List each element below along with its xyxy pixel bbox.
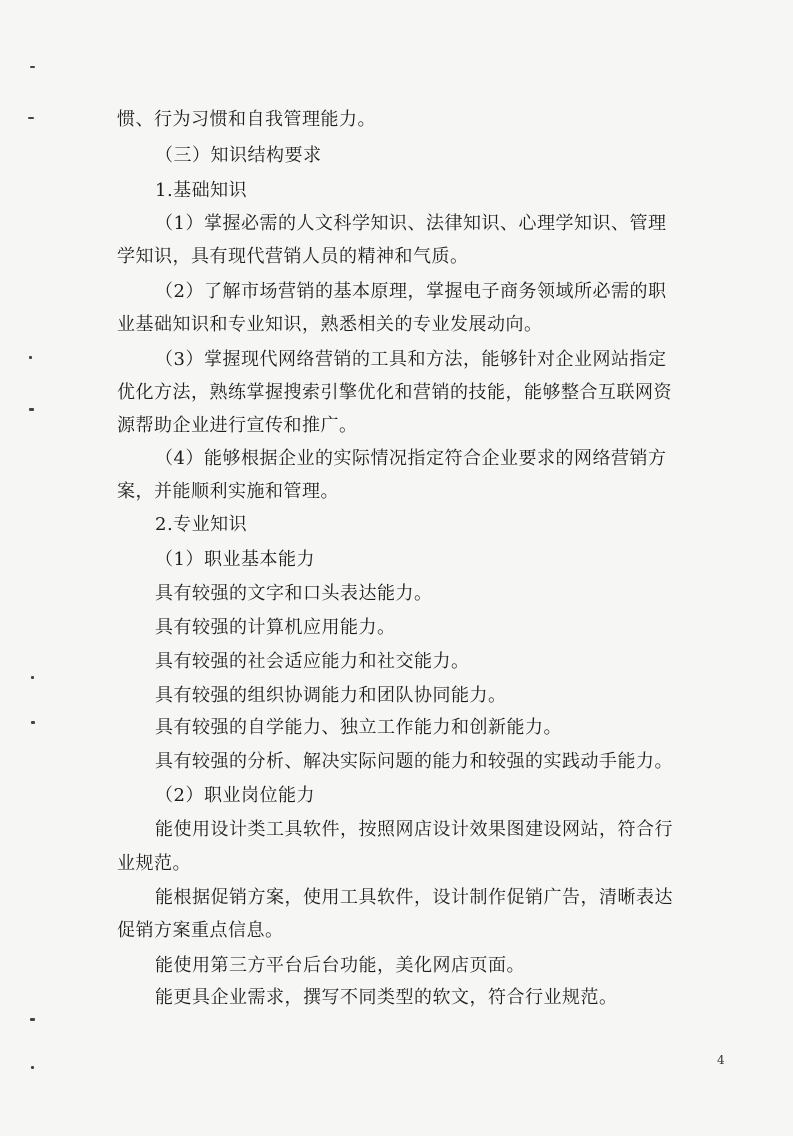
subsection-heading: （2）职业岗位能力 [155, 785, 315, 806]
list-item: 具有较强的计算机应用能力。 [155, 617, 396, 638]
list-item: 具有较强的文字和口头表达能力。 [155, 583, 433, 604]
paragraph-line: 源帮助企业进行宣传和推广。 [117, 415, 358, 436]
scan-speck [29, 356, 32, 359]
paragraph-line: 业基础知识和专业知识，熟悉相关的专业发展动向。 [117, 314, 543, 335]
list-item: 具有较强的社会适应能力和社交能力。 [155, 651, 470, 672]
paragraph-line: （1）掌握必需的人文科学知识、法律知识、心理学知识、管理 [155, 213, 667, 234]
paragraph-line: 惯、行为习惯和自我管理能力。 [117, 109, 376, 130]
paragraph-line: 能使用设计类工具软件，按照网店设计效果图建设网站，符合行 [155, 819, 673, 840]
list-item: 具有较强的组织协调能力和团队协同能力。 [155, 685, 507, 706]
paragraph-line: 能根据促销方案，使用工具软件，设计制作促销广告，清晰表达 [155, 887, 673, 908]
paragraph-line: （3）掌握现代网络营销的工具和方法，能够针对企业网站指定 [155, 349, 667, 370]
scan-speck [31, 1066, 34, 1069]
list-item: 能使用第三方平台后台功能，美化网店页面。 [155, 955, 525, 976]
list-item: 能更具企业需求，撰写不同类型的软文，符合行业规范。 [155, 987, 618, 1008]
paragraph-line: 业规范。 [117, 853, 191, 874]
page-number: 4 [717, 1053, 725, 1067]
list-item: 具有较强的自学能力、独立工作能力和创新能力。 [155, 717, 562, 738]
paragraph-line: （2）了解市场营销的基本原理，掌握电子商务领域所必需的职 [155, 281, 667, 302]
scan-speck [28, 117, 34, 119]
scan-speck [31, 676, 34, 679]
paragraph-line: 优化方法，熟练掌握搜索引擎优化和营销的技能，能够整合互联网资 [117, 382, 672, 403]
scan-speck [30, 66, 35, 68]
scan-speck [30, 1018, 35, 1021]
subsection-heading: （1）职业基本能力 [155, 549, 315, 570]
paragraph-line: 促销方案重点信息。 [117, 920, 284, 941]
paragraph-line: 学知识，具有现代营销人员的精神和气质。 [117, 246, 469, 267]
paragraph-line: 案，并能顺利实施和管理。 [117, 481, 339, 502]
paragraph-line: （4）能够根据企业的实际情况指定符合企业要求的网络营销方 [155, 448, 667, 469]
subsection-heading: 1.基础知识 [155, 180, 248, 201]
scan-speck [29, 408, 34, 411]
list-item: 具有较强的分析、解决实际问题的能力和较强的实践动手能力。 [155, 751, 673, 772]
scan-speck [31, 721, 35, 724]
subsection-heading: 2.专业知识 [155, 514, 248, 535]
section-heading: （三）知识结构要求 [155, 145, 322, 166]
